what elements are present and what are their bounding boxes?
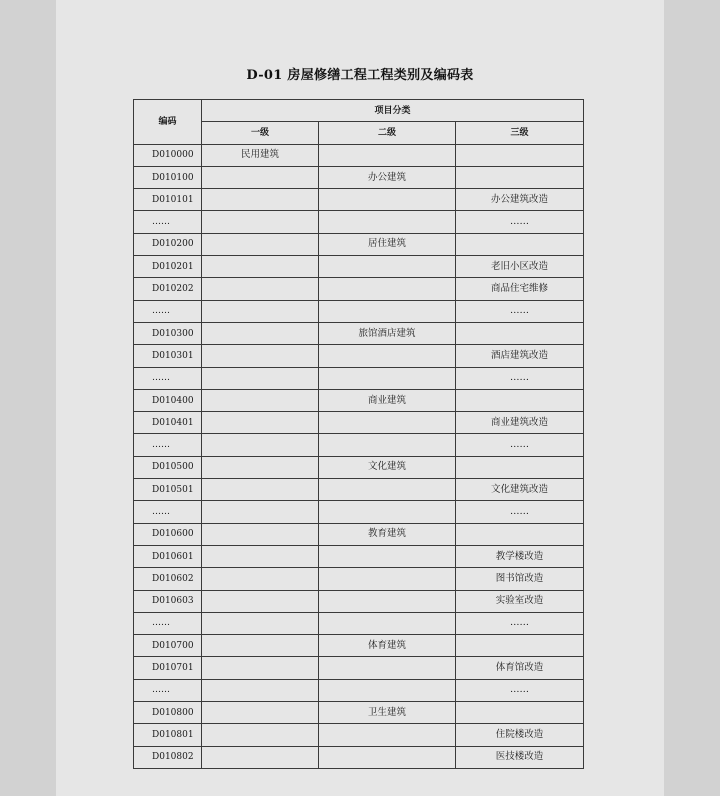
table-row: [134, 635, 584, 657]
cell-level-3: ……: [456, 612, 584, 634]
table-row: [134, 568, 584, 590]
cell-code: D010501: [134, 479, 202, 501]
cell-level-3: [456, 456, 584, 478]
cell-level-2: [319, 189, 456, 211]
cell-level-2: [319, 612, 456, 634]
cell-level-2: 文化建筑: [319, 456, 456, 478]
cell-level-3: 商品住宅维修: [456, 278, 584, 300]
cell-level-2: 办公建筑: [319, 166, 456, 188]
cell-code: D010300: [134, 322, 202, 344]
table-row: [134, 256, 584, 278]
cell-level-1: [202, 724, 319, 746]
cell-level-1: [202, 189, 319, 211]
cell-level-2: [319, 300, 456, 322]
cell-level-2: 居住建筑: [319, 233, 456, 255]
table-row: [134, 590, 584, 612]
cell-level-3: [456, 523, 584, 545]
cell-level-1: [202, 635, 319, 657]
cell-code: D010000: [134, 144, 202, 166]
table-row: [134, 679, 584, 701]
table-row: [134, 389, 584, 411]
cell-level-3: [456, 144, 584, 166]
cell-level-1: [202, 211, 319, 233]
cell-level-3: ……: [456, 211, 584, 233]
table-body: [134, 144, 584, 768]
table-row: [134, 300, 584, 322]
cell-level-3: 文化建筑改造: [456, 479, 584, 501]
cell-level-3: ……: [456, 367, 584, 389]
cell-level-2: [319, 367, 456, 389]
cell-code: D010602: [134, 568, 202, 590]
cell-level-1: [202, 523, 319, 545]
table-row: [134, 367, 584, 389]
cell-level-2: [319, 144, 456, 166]
cell-level-1: [202, 456, 319, 478]
cell-level-2: 卫生建筑: [319, 702, 456, 724]
cell-level-3: 酒店建筑改造: [456, 345, 584, 367]
cell-level-1: [202, 322, 319, 344]
header-level-2: 二级: [319, 122, 456, 144]
cell-code: D010603: [134, 590, 202, 612]
cell-level-1: [202, 746, 319, 768]
cell-level-2: [319, 412, 456, 434]
table-row: [134, 545, 584, 567]
cell-level-3: 住院楼改造: [456, 724, 584, 746]
cell-level-1: [202, 545, 319, 567]
cell-level-1: [202, 389, 319, 411]
cell-level-1: [202, 300, 319, 322]
cell-level-3: [456, 322, 584, 344]
table-row: [134, 345, 584, 367]
cell-level-3: [456, 635, 584, 657]
table-row: [134, 724, 584, 746]
cell-code: D010401: [134, 412, 202, 434]
cell-code: ……: [134, 300, 202, 322]
cell-level-2: [319, 679, 456, 701]
cell-code: D010701: [134, 657, 202, 679]
cell-level-2: [319, 278, 456, 300]
cell-code: D010101: [134, 189, 202, 211]
page-title: D-01 房屋修缮工程工程类别及编码表: [246, 68, 474, 83]
cell-level-2: [319, 211, 456, 233]
cell-level-2: 体育建筑: [319, 635, 456, 657]
cell-level-2: [319, 545, 456, 567]
cell-code: D010600: [134, 523, 202, 545]
document-page: [56, 0, 664, 796]
cell-level-3: 教学楼改造: [456, 545, 584, 567]
cell-level-3: 医技楼改造: [456, 746, 584, 768]
cell-code: D010400: [134, 389, 202, 411]
cell-code: D010201: [134, 256, 202, 278]
cell-level-1: [202, 256, 319, 278]
cell-level-1: [202, 367, 319, 389]
table-row: [134, 479, 584, 501]
table-row: [134, 189, 584, 211]
cell-code: D010800: [134, 702, 202, 724]
table-row: [134, 456, 584, 478]
table-row: [134, 501, 584, 523]
cell-code: ……: [134, 679, 202, 701]
cell-level-1: [202, 434, 319, 456]
header-level-1: 一级: [202, 122, 319, 144]
cell-level-1: [202, 166, 319, 188]
cell-level-1: [202, 278, 319, 300]
cell-level-1: [202, 233, 319, 255]
cell-code: D010700: [134, 635, 202, 657]
table-row: [134, 657, 584, 679]
cell-level-1: [202, 568, 319, 590]
table-row: [134, 211, 584, 233]
cell-code: D010200: [134, 233, 202, 255]
table-row: [134, 523, 584, 545]
cell-level-1: [202, 501, 319, 523]
cell-level-3: [456, 233, 584, 255]
cell-code: D010202: [134, 278, 202, 300]
cell-level-3: ……: [456, 434, 584, 456]
cell-level-1: [202, 612, 319, 634]
table-row: [134, 322, 584, 344]
cell-level-2: [319, 657, 456, 679]
cell-level-1: [202, 679, 319, 701]
cell-level-2: [319, 256, 456, 278]
cell-level-2: [319, 568, 456, 590]
table-row: [134, 702, 584, 724]
cell-level-1: [202, 702, 319, 724]
cell-code: D010100: [134, 166, 202, 188]
cell-level-1: [202, 412, 319, 434]
table-row: [134, 434, 584, 456]
cell-level-2: [319, 501, 456, 523]
cell-code: D010500: [134, 456, 202, 478]
header-category: 项目分类: [202, 100, 584, 122]
table-row: [134, 612, 584, 634]
table-row: [134, 412, 584, 434]
cell-level-1: [202, 479, 319, 501]
cell-level-3: 老旧小区改造: [456, 256, 584, 278]
header-code: 编码: [134, 100, 202, 145]
cell-level-2: [319, 479, 456, 501]
cell-level-3: [456, 166, 584, 188]
cell-level-1: [202, 345, 319, 367]
cell-level-2: [319, 345, 456, 367]
header-level-3: 三级: [456, 122, 584, 144]
cell-level-3: ……: [456, 501, 584, 523]
cell-code: ……: [134, 501, 202, 523]
cell-code: D010801: [134, 724, 202, 746]
cell-level-1: [202, 590, 319, 612]
cell-level-2: [319, 724, 456, 746]
cell-code: ……: [134, 434, 202, 456]
table-row: [134, 233, 584, 255]
cell-level-3: 办公建筑改造: [456, 189, 584, 211]
cell-level-1: 民用建筑: [202, 144, 319, 166]
cell-level-3: [456, 389, 584, 411]
cell-level-3: 实验室改造: [456, 590, 584, 612]
cell-level-2: [319, 590, 456, 612]
cell-level-2: 旅馆酒店建筑: [319, 322, 456, 344]
cell-level-3: 体育馆改造: [456, 657, 584, 679]
cell-level-1: [202, 657, 319, 679]
cell-level-3: 商业建筑改造: [456, 412, 584, 434]
table-row: [134, 746, 584, 768]
cell-level-2: [319, 434, 456, 456]
table-row: [134, 144, 584, 166]
cell-level-2: 教育建筑: [319, 523, 456, 545]
cell-level-2: [319, 746, 456, 768]
cell-level-2: 商业建筑: [319, 389, 456, 411]
cell-code: D010802: [134, 746, 202, 768]
cell-code: D010601: [134, 545, 202, 567]
cell-level-3: ……: [456, 679, 584, 701]
table-row: [134, 166, 584, 188]
cell-level-3: 图书馆改造: [456, 568, 584, 590]
cell-code: D010301: [134, 345, 202, 367]
category-code-table: [133, 99, 584, 769]
table-row: [134, 278, 584, 300]
cell-level-3: ……: [456, 300, 584, 322]
cell-code: ……: [134, 367, 202, 389]
cell-code: ……: [134, 612, 202, 634]
cell-code: ……: [134, 211, 202, 233]
cell-level-3: [456, 702, 584, 724]
